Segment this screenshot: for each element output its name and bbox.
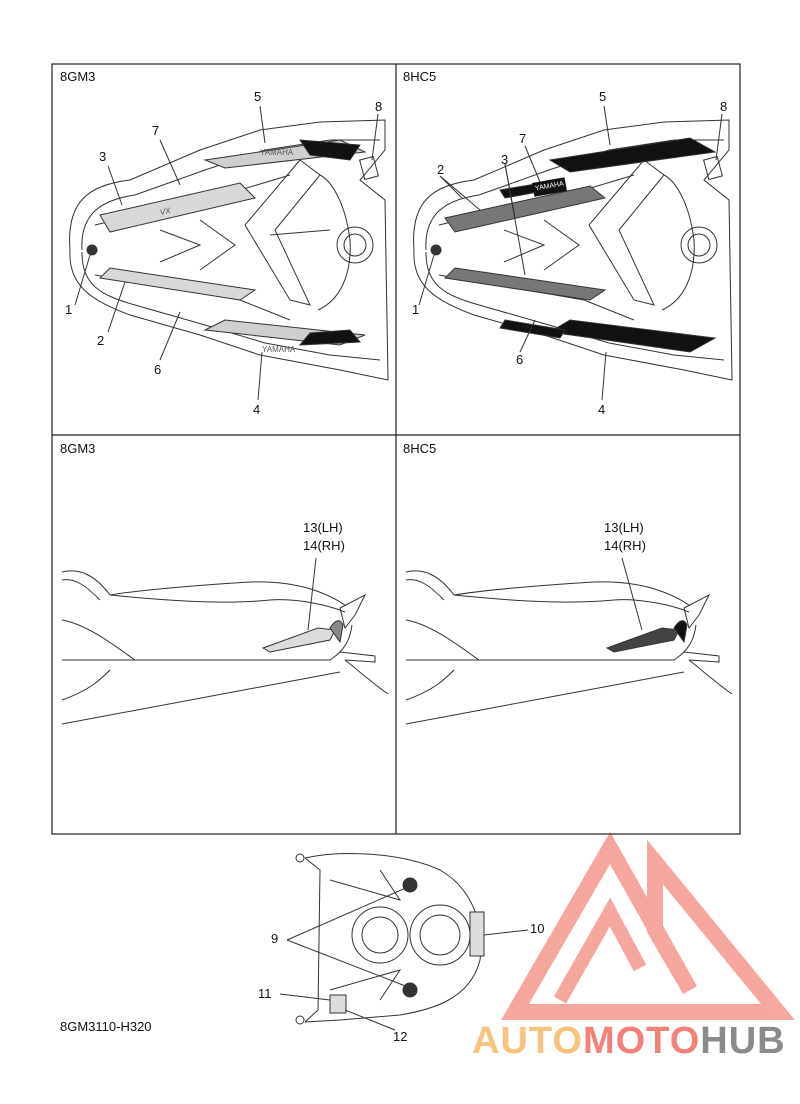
top-view-8gm3	[70, 106, 388, 400]
callout-side-right-rh: 14(RH)	[604, 538, 646, 553]
callout-tl-2: 2	[97, 333, 105, 348]
top-view-8hc5	[414, 106, 732, 400]
callout-tr-8: 8	[720, 99, 728, 114]
callout-tl-8: 8	[375, 99, 383, 114]
drawing-code: 8GM3110-H320	[60, 1019, 152, 1034]
callout-tr-2: 2	[437, 162, 445, 177]
callout-tl-4: 4	[253, 402, 261, 417]
panel-label-mid-right: 8HC5	[403, 441, 437, 456]
decal-text-yamaha: YAMAHA	[532, 177, 567, 197]
svg-text:YAMAHA: YAMAHA	[262, 345, 296, 354]
watermark-part-hub: HUB	[700, 1020, 786, 1062]
panel-label-top-right: 8HC5	[403, 69, 437, 84]
callout-side-left-lh: 13(LH)	[303, 520, 343, 535]
svg-text:YAMAHA: YAMAHA	[260, 148, 294, 157]
callout-tl-3: 3	[99, 149, 107, 164]
callout-tl-5: 5	[254, 89, 262, 104]
callout-tl-7: 7	[152, 123, 160, 138]
callout-side-left-rh: 14(RH)	[303, 538, 345, 553]
callout-tr-6: 6	[516, 352, 524, 367]
callout-bottom-12: 12	[393, 1029, 408, 1044]
callout-bottom-9: 9	[271, 931, 279, 946]
callout-tr-3: 3	[501, 152, 509, 167]
rear-view	[280, 854, 528, 1030]
watermark-part-moto: MOTO	[582, 1020, 701, 1062]
callout-side-right-lh: 13(LH)	[604, 520, 644, 535]
callout-tr-5: 5	[599, 89, 607, 104]
side-view-8gm3	[62, 558, 388, 724]
callout-tr-1: 1	[412, 302, 420, 317]
callout-tl-6: 6	[154, 362, 162, 377]
watermark-part-auto: AUTO	[472, 1020, 583, 1062]
panel-label-top-left: 8GM3	[60, 69, 96, 84]
callout-bottom-11: 11	[258, 986, 272, 1001]
callout-tr-4: 4	[598, 402, 606, 417]
watermark-logo-icon	[515, 848, 778, 1012]
callout-bottom-10: 10	[530, 921, 545, 936]
callout-tr-7: 7	[519, 131, 527, 146]
side-view-8hc5	[406, 558, 732, 724]
decal-text-vx: VX	[159, 205, 172, 218]
callout-tl-1: 1	[65, 302, 73, 317]
panel-label-mid-left: 8GM3	[60, 441, 96, 456]
watermark-text	[472, 1020, 786, 1063]
panel-grid	[52, 64, 740, 834]
